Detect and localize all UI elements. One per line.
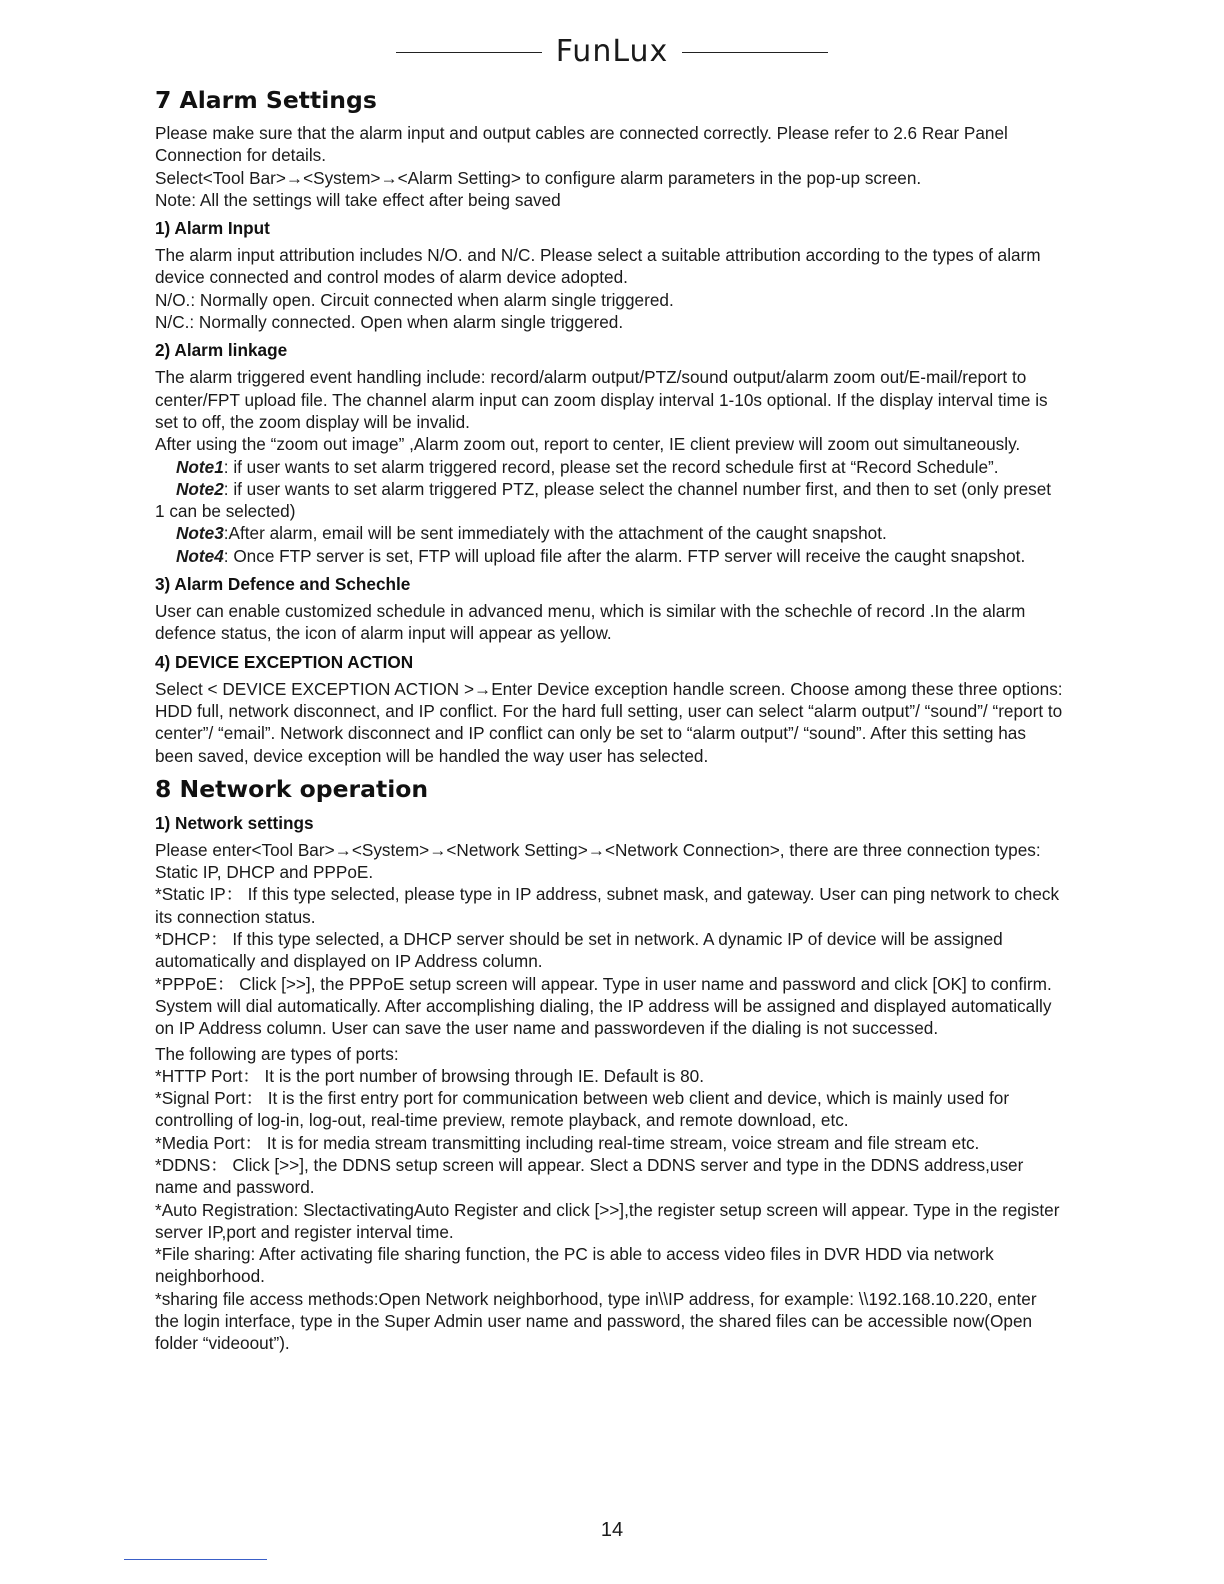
subsection-heading: 2) Alarm linkage: [155, 340, 288, 361]
note-text: :After alarm, email will be sent immediately with the attachment of the caught snapshot.: [223, 523, 887, 544]
note-label: Note4: [176, 545, 224, 566]
paragraph: *Auto Registration: SlectactivatingAuto Register and click [>>],the register setup screen will appear. Type in the register server IP,port and register interval time.: [155, 1199, 1060, 1242]
section-8-title: 8 Network operation: [155, 774, 429, 803]
header-rule-right: [682, 52, 828, 53]
paragraph: Note: All the settings will take effect after being saved: [155, 189, 561, 210]
note: [155, 478, 1065, 523]
subsection-heading: 1) Alarm Input: [155, 218, 270, 239]
note-text: : if user wants to set alarm triggered PTZ, please select the channel number first, and then to set (only preset 1 can be selected): [155, 478, 1052, 522]
paragraph: Please make sure that the alarm input and output cables are connected correctly. Please refer to 2.6 Rear Panel Connection for details.: [155, 123, 1008, 166]
note-label: Note2: [176, 478, 224, 499]
subsection-heading: 3) Alarm Defence and Schechle: [155, 574, 411, 595]
paragraph: *sharing file access methods:Open Network neighborhood, type in\\IP address, for example: \\192.168.10.220, enter the login interface, type in the Super Admin user name and password, the shared files can be accessible now(Open folder “videoout”).: [155, 1288, 1037, 1354]
paragraph: *PPPoE： Click [>>], the PPPoE setup screen will appear. Type in user name and password and click [OK] to confirm. System will dial automatically. After accomplishing dialing, the IP address will be assigned and displayed automatically on IP Address column. User can save the user name and passwordeven if the dialing is not successed.: [155, 973, 1052, 1039]
paragraph: N/C.: Normally connected. Open when alarm single triggered.: [155, 312, 624, 333]
note-text: : if user wants to set alarm triggered record, please set the record schedule first at “Record Schedule”.: [223, 456, 999, 477]
paragraph: The alarm input attribution includes N/O. and N/C. Please select a suitable attribution according to the types of alarm device connected and control modes of alarm device adopted.: [155, 245, 1041, 288]
note-label: Note1: [176, 456, 224, 477]
header-rule-left: [396, 52, 542, 53]
note: [155, 545, 1065, 567]
page-content: [155, 84, 1065, 1355]
paragraph: N/O.: Normally open. Circuit connected when alarm single triggered.: [155, 289, 674, 310]
paragraph: *HTTP Port： It is the port number of browsing through IE. Default is 80.: [155, 1065, 704, 1086]
subsection-heading: 4) DEVICE EXCEPTION ACTION: [155, 651, 414, 672]
page-header: [0, 28, 1224, 76]
paragraph: *DDNS： Click [>>], the DDNS setup screen will appear. Slect a DDNS server and type in the DDNS address,user name and password.: [155, 1154, 1024, 1198]
paragraph: Please enter<Tool Bar>→<System>→<Network Setting>→<Network Connection>, there are three connection types: Static IP, DHCP and PPPoE.: [155, 839, 1041, 883]
paragraph: The following are types of ports:: [155, 1043, 399, 1064]
note-text: : Once FTP server is set, FTP will upload file after the alarm. FTP server will receive the caught snapshot.: [223, 545, 1026, 566]
subsection-heading: 1) Network settings: [155, 812, 314, 833]
paragraph: Select < DEVICE EXCEPTION ACTION >→Enter Device exception handle screen. Choose among these three options: HDD full, network disconnect, and IP conflict. For the hard full setting, user can select “alarm output”/ “sound”/ “report to center”/ “email”. Network disconnect and IP conflict can only be set to “alarm output”/ “sound”. After this setting has been saved, device exception will be handled the way user has selected.: [155, 678, 1063, 766]
note: [155, 456, 1065, 478]
note-label: Note3: [176, 523, 224, 544]
paragraph: User can enable customized schedule in advanced menu, which is similar with the schechle of record .In the alarm defence status, the icon of alarm input will appear as yellow.: [155, 601, 1026, 644]
section-7-title: 7 Alarm Settings: [155, 86, 377, 114]
paragraph: *File sharing: After activating file sharing function, the PC is able to access video files in DVR HDD via network neighborhood.: [155, 1244, 994, 1287]
brand-logo: FunLux: [555, 34, 669, 69]
paragraph: The alarm triggered event handling include: record/alarm output/PTZ/sound output/alarm zoom out/E-mail/report to center/FPT upload file. The channel alarm input can zoom display interval 1-10s optional. If the display interval time is set to off, the zoom display will be invalid.: [155, 367, 1048, 432]
paragraph: *DHCP： If this type selected, a DHCP server should be set in network. A dynamic IP of device will be assigned automatically and displayed on IP Address column.: [155, 929, 1003, 972]
paragraph: *Static IP： If this type selected, please type in IP address, subnet mask, and gateway. User can ping network to check its connection status.: [155, 884, 1060, 927]
page-number: 14: [600, 1519, 624, 1541]
paragraph: *Media Port： It is for media stream transmitting including real-time stream, voice stream and file stream etc.: [155, 1132, 980, 1153]
footnote-rule: [124, 1559, 267, 1560]
note: [155, 522, 1065, 544]
paragraph: *Signal Port： It is the first entry port for communication between web client and device, which is mainly used for controlling of log-in, log-out, real-time preview, remote playback, and remote download, etc.: [155, 1088, 1010, 1131]
paragraph: After using the “zoom out image” ,Alarm zoom out, report to center, IE client preview will zoom out simultaneously.: [155, 434, 1021, 455]
paragraph: Select<Tool Bar>→<System>→<Alarm Setting> to configure alarm parameters in the pop-up screen.: [155, 167, 922, 188]
